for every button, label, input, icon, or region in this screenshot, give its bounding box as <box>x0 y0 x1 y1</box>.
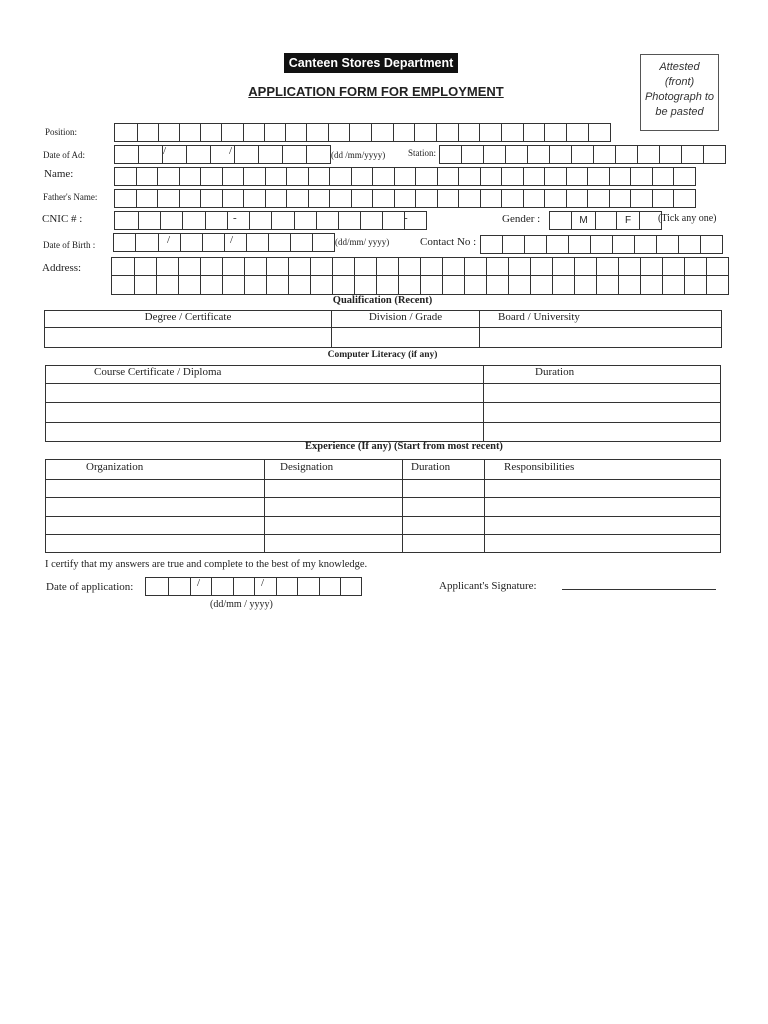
date-separator: / <box>261 577 265 589</box>
gender-option-m[interactable]: M <box>572 211 596 230</box>
computer-literacy-section-title: Computer Literacy (if any) <box>327 350 438 360</box>
date-separator: / <box>197 577 201 589</box>
photo-note-line: be pasted <box>655 106 704 118</box>
address-label: Address: <box>42 262 82 274</box>
experience-section-title: Experience (If any) (Start from most recent) <box>305 441 503 452</box>
column-header: Designation <box>265 460 403 480</box>
column-header: Responsibilities <box>485 460 721 480</box>
station-field[interactable] <box>439 145 726 164</box>
cnic-separator: - <box>404 212 408 224</box>
date-format-hint: (dd/mm / yyyy) <box>210 599 273 610</box>
address-field-line-2[interactable] <box>111 275 729 295</box>
date-separator: / <box>167 234 171 246</box>
column-header: Duration <box>484 366 721 384</box>
date-of-application-label: Date of application: <box>46 581 134 593</box>
date-of-birth-label: Date of Birth : <box>43 240 96 250</box>
tick-note: (Tick any one) <box>658 213 717 224</box>
date-of-ad-field[interactable] <box>114 145 331 164</box>
date-format-hint: (dd /mm/yyyy) <box>331 150 386 160</box>
fathers-name-label: Father's Name: <box>43 192 98 202</box>
name-label: Name: <box>44 168 74 180</box>
department-badge: Canteen Stores Department <box>284 53 458 73</box>
computer-literacy-table <box>45 365 721 442</box>
table-row[interactable] <box>46 480 721 498</box>
date-of-application-field[interactable] <box>145 577 362 596</box>
signature-line[interactable] <box>562 589 716 590</box>
fathers-name-field[interactable] <box>114 189 696 208</box>
photo-note-line: Attested <box>659 61 700 73</box>
gender-field[interactable] <box>549 211 662 230</box>
experience-table <box>45 459 721 553</box>
name-field[interactable] <box>114 167 696 186</box>
gender-label: Gender : <box>502 213 541 225</box>
date-separator: / <box>163 145 167 157</box>
table-row[interactable] <box>46 517 721 535</box>
date-of-ad-label: Date of Ad: <box>43 150 85 160</box>
photo-note-line: Photograph to <box>644 91 715 103</box>
cnic-separator: - <box>233 212 237 224</box>
column-header: Organization <box>46 460 265 480</box>
cnic-label: CNIC # : <box>42 213 83 225</box>
table-row[interactable] <box>46 384 721 403</box>
column-header: Division / Grade <box>332 311 480 328</box>
date-separator: / <box>230 234 234 246</box>
address-field-line-1[interactable] <box>111 257 729 276</box>
position-label: Position: <box>45 127 78 137</box>
column-header: Course Certificate / Diploma <box>46 366 484 384</box>
station-label: Station: <box>408 148 437 158</box>
date-separator: / <box>229 145 233 157</box>
photo-placeholder <box>640 54 719 131</box>
date-of-birth-field[interactable] <box>113 233 335 252</box>
table-row[interactable] <box>46 403 721 423</box>
table-row[interactable] <box>46 535 721 553</box>
date-format-hint: (dd/mm/ yyyy) <box>335 237 390 247</box>
column-header: Duration <box>403 460 485 480</box>
table-row[interactable] <box>46 498 721 517</box>
column-header: Board / University <box>480 311 722 328</box>
signature-label: Applicant's Signature: <box>439 580 537 592</box>
table-row[interactable] <box>45 328 722 348</box>
photo-note-line: (front) <box>664 76 695 88</box>
qualification-section-title: Qualification (Recent) <box>332 295 433 306</box>
qualification-table <box>44 310 722 348</box>
gender-option-f[interactable]: F <box>617 211 640 230</box>
contact-field[interactable] <box>480 235 723 254</box>
column-header: Degree / Certificate <box>45 311 332 328</box>
table-row[interactable] <box>46 423 721 442</box>
form-title: APPLICATION FORM FOR EMPLOYMENT <box>248 84 504 99</box>
cnic-field[interactable] <box>114 211 427 230</box>
certification-statement: I certify that my answers are true and complete to the best of my knowledge. <box>45 559 368 570</box>
position-field[interactable] <box>114 123 611 142</box>
contact-label: Contact No : <box>420 236 477 248</box>
